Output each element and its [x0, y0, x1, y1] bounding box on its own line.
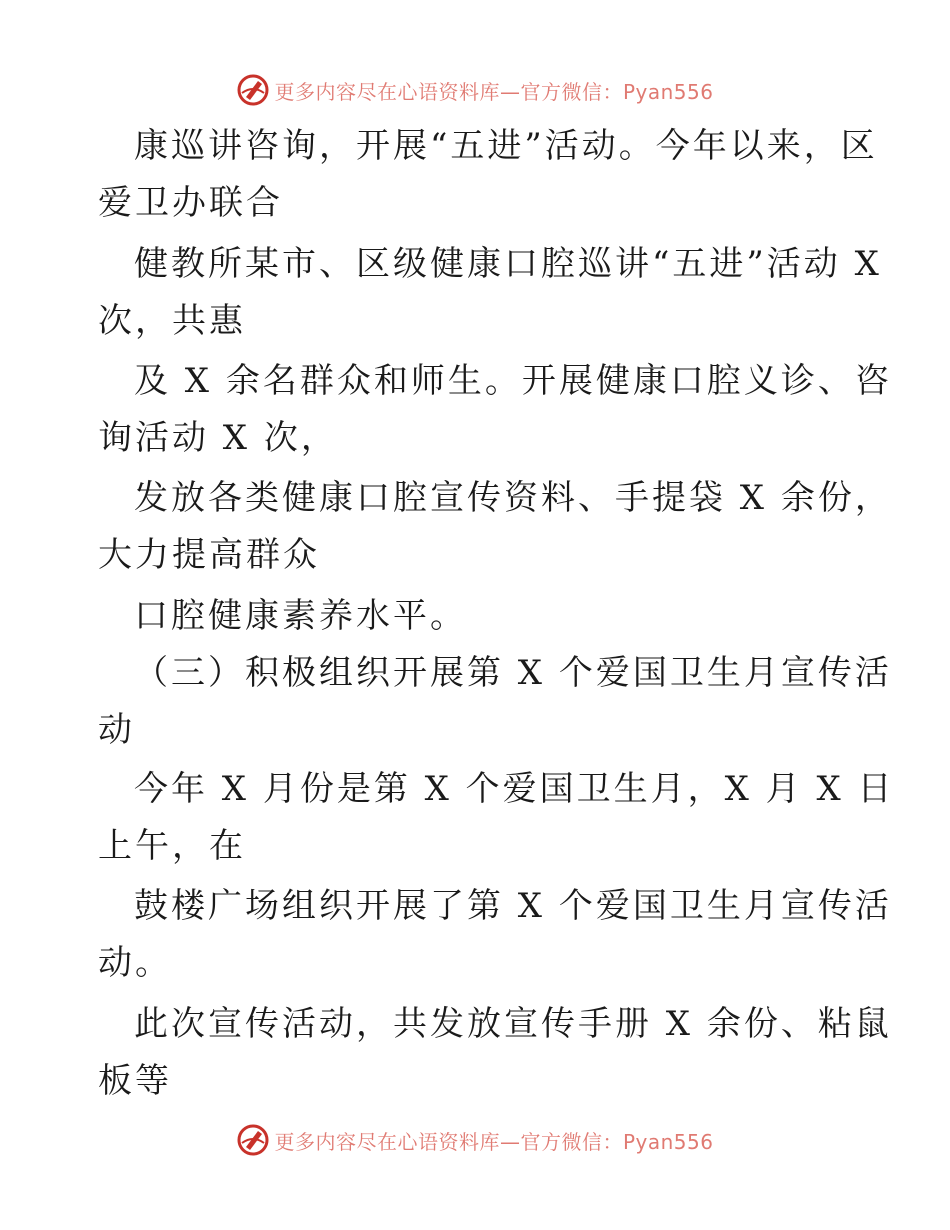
text-line: 次，共惠 [98, 301, 246, 341]
stamp-logo-icon [236, 73, 270, 107]
header-banner [0, 70, 950, 110]
text-line: 动 [98, 710, 135, 750]
text-line: 大力提高群众 [98, 535, 320, 575]
text-line: 口腔健康素养水平。 [134, 596, 467, 636]
footer-banner [0, 1120, 950, 1160]
text-line: 及 X 余名群众和师生。开展健康口腔义诊、咨 [134, 361, 892, 401]
text-line: 爱卫办联合 [98, 183, 283, 223]
text-line: 今年 X 月份是第 X 个爱国卫生月，X 月 X 日 [134, 769, 895, 809]
text-line: 健教所某市、区级健康口腔巡讲“五进”活动 X [134, 244, 882, 284]
text-line: 上午，在 [98, 826, 246, 866]
text-line: 板等 [98, 1061, 172, 1101]
text-line: 询活动 X 次， [98, 418, 338, 458]
footer-banner-text: 更多内容尽在心语资料库—官方微信：Pyan556 [274, 1129, 714, 1154]
text-line: 康巡讲咨询，开展“五进”活动。今年以来，区 [134, 126, 878, 166]
text-line: 动。 [98, 943, 172, 983]
text-line: 此次宣传活动，共发放宣传手册 X 余份、粘鼠 [134, 1004, 892, 1044]
text-line: 发放各类健康口腔宣传资料、手提袋 X 余份， [134, 478, 892, 518]
text-line: （三）积极组织开展第 X 个爱国卫生月宣传活 [134, 653, 892, 693]
stamp-logo-icon [236, 1123, 270, 1157]
text-line: 鼓楼广场组织开展了第 X 个爱国卫生月宣传活 [134, 886, 892, 926]
header-banner-text: 更多内容尽在心语资料库—官方微信：Pyan556 [274, 79, 714, 104]
